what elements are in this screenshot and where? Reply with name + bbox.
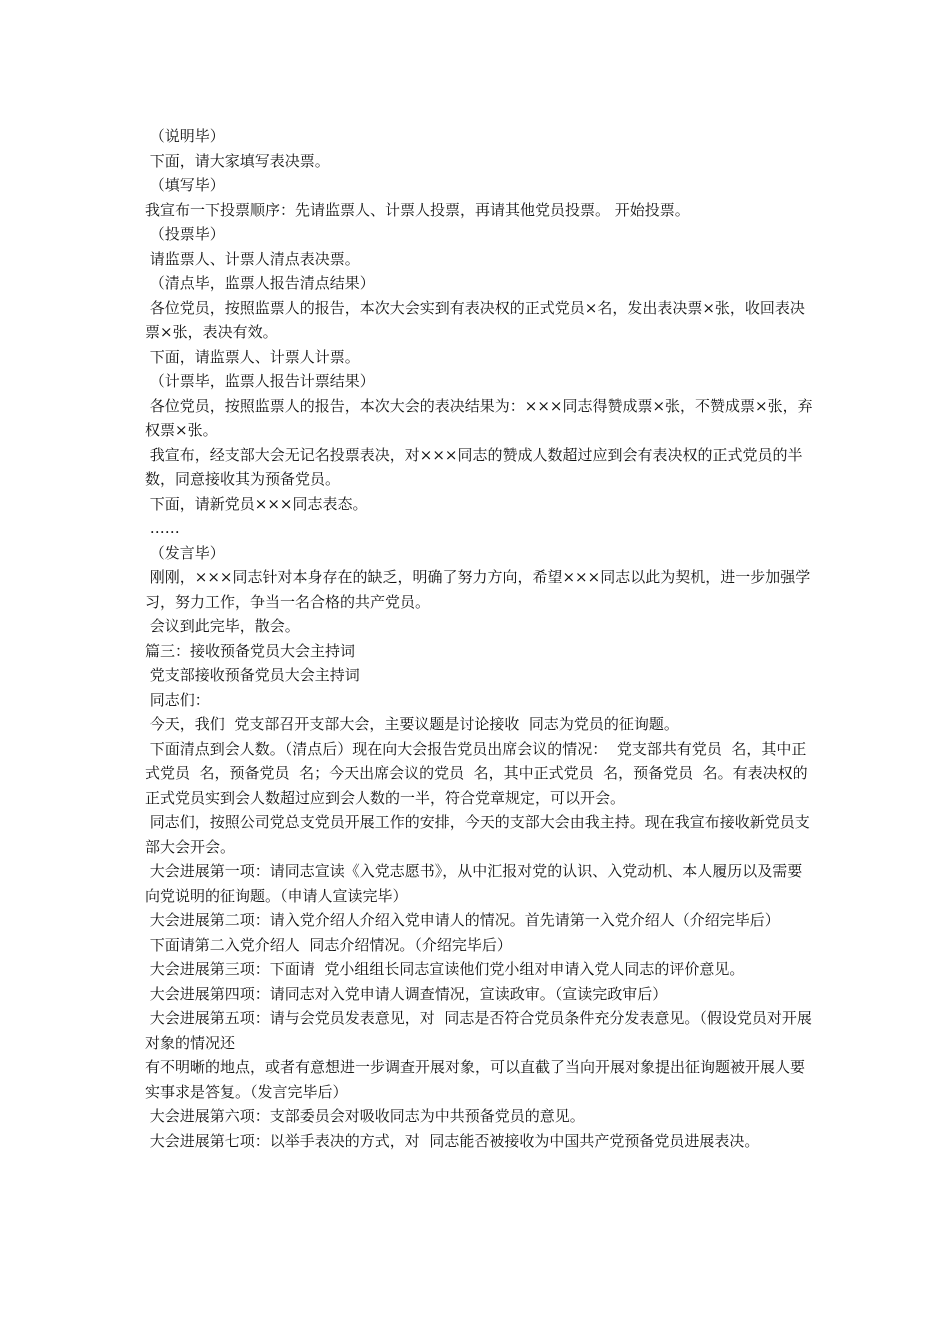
document-paragraph: 大会进展第四项：请同志对入党申请人调查情况，宣读政审。（宣读完政审后） — [145, 984, 668, 1003]
document-paragraph: 党支部接收预备党员大会主持词 — [145, 666, 360, 684]
document-paragraph: （填写毕） — [145, 176, 225, 194]
document-paragraph: 今天，我们 党支部召开支部大会，主要议题是讨论接收 同志为党员的征询题。 — [145, 715, 679, 733]
document-paragraph: 同志们，按照公司党总支党员开展工作的安排，今天的支部大会由我主持。现在我宣布接收新党员支部大会开会。 — [145, 813, 810, 856]
document-paragraph: （清点毕，监票人报告清点结果） — [145, 274, 375, 292]
document-paragraph: 下面，请监票人、计票人计票。 — [145, 347, 360, 366]
document-paragraph: 大会进展第六项：支部委员会对吸收同志为中共预备党员的意见。 — [145, 1107, 585, 1125]
document-paragraph: 我宣布一下投票顺序：先请监票人、计票人投票，再请其他党员投票。 开始投票。 — [145, 200, 690, 219]
document-paragraph: （说明毕） — [145, 127, 225, 145]
document-paragraph: 我宣布，经支部大会无记名投票表决，对×××同志的赞成人数超过应到会有表决权的正式党员的半数，同意接收其为预备党员。 — [145, 445, 803, 488]
document-paragraph: 大会进展第三项：下面请 党小组组长同志宣读他们党小组对申请入党人同志的评价意见。 — [145, 960, 745, 978]
document-paragraph: 刚刚，×××同志针对本身存在的缺乏，明确了努力方向，希望×××同志以此为契机，进一步加强学习，努力工作，争当一名合格的共产党员。 — [145, 568, 811, 611]
document-paragraph: 大会进展第一项：请同志宣读《入党志愿书》，从中汇报对党的认识、入党动机、本人履历以及需要向党说明的征询题。（申请人宣读完毕） — [145, 862, 803, 905]
document-paragraph: （计票毕，监票人报告计票结果） — [145, 372, 375, 390]
document-paragraph: 请监票人、计票人清点表决票。 — [145, 249, 360, 268]
document-paragraph: （发言毕） — [145, 543, 225, 562]
document-paragraph: 下面清点到会人数。（清点后）现在向大会报告党员出席会议的情况： 党支部共有党员 名，其中正式党员 名，预备党员 名；今天出席会议的党员 名，其中正式党员 名，预备党员 名。有表决权的正式党员实到会人数超过应到会人数的一半，符合党章规定，可以开会。 — [145, 739, 808, 807]
document-paragraph: 大会进展第二项：请入党介绍人介绍入党申请人的情况。首先请第一入党介绍人（介绍完毕后） — [145, 911, 780, 929]
document-paragraph: …… — [145, 519, 180, 537]
document-paragraph: 大会进展第七项：以举手表决的方式，对 同志能否被接收为中国共产党预备党员进展表决。 — [145, 1131, 760, 1150]
document-paragraph: 同志们： — [145, 690, 210, 709]
document-paragraph: 篇三：接收预备党员大会主持词 — [145, 641, 356, 660]
document-paragraph: （投票毕） — [145, 225, 225, 243]
document-paragraph: 各位党员，按照监票人的报告，本次大会实到有表决权的正式党员×名，发出表决票×张，收回表决票×张，表决有效。 — [145, 298, 805, 341]
document-paragraph: 下面请第二入党介绍人 同志介绍情况。（介绍完毕后） — [145, 935, 512, 954]
document-paragraph: 大会进展第五项：请与会党员发表意见，对 同志是否符合党员条件充分发表意见。（假设党员对开展对象的情况还 — [145, 1009, 812, 1052]
document-paragraph: 下面，请大家填写表决票。 — [145, 151, 330, 170]
document-paragraph: 各位党员，按照监票人的报告，本次大会的表决结果为：×××同志得赞成票×张，不赞成票×张，弃权票×张。 — [145, 396, 813, 439]
document-paragraph: 会议到此完毕，散会。 — [145, 617, 300, 635]
document-body — [145, 124, 813, 1153]
document-paragraph: 有不明晰的地点，或者有意想进一步调查开展对象，可以直截了当向开展对象提出征询题被开展人要实事求是答复。（发言完毕后） — [145, 1058, 806, 1101]
document-paragraph: 下面，请新党员×××同志表态。 — [145, 494, 368, 513]
